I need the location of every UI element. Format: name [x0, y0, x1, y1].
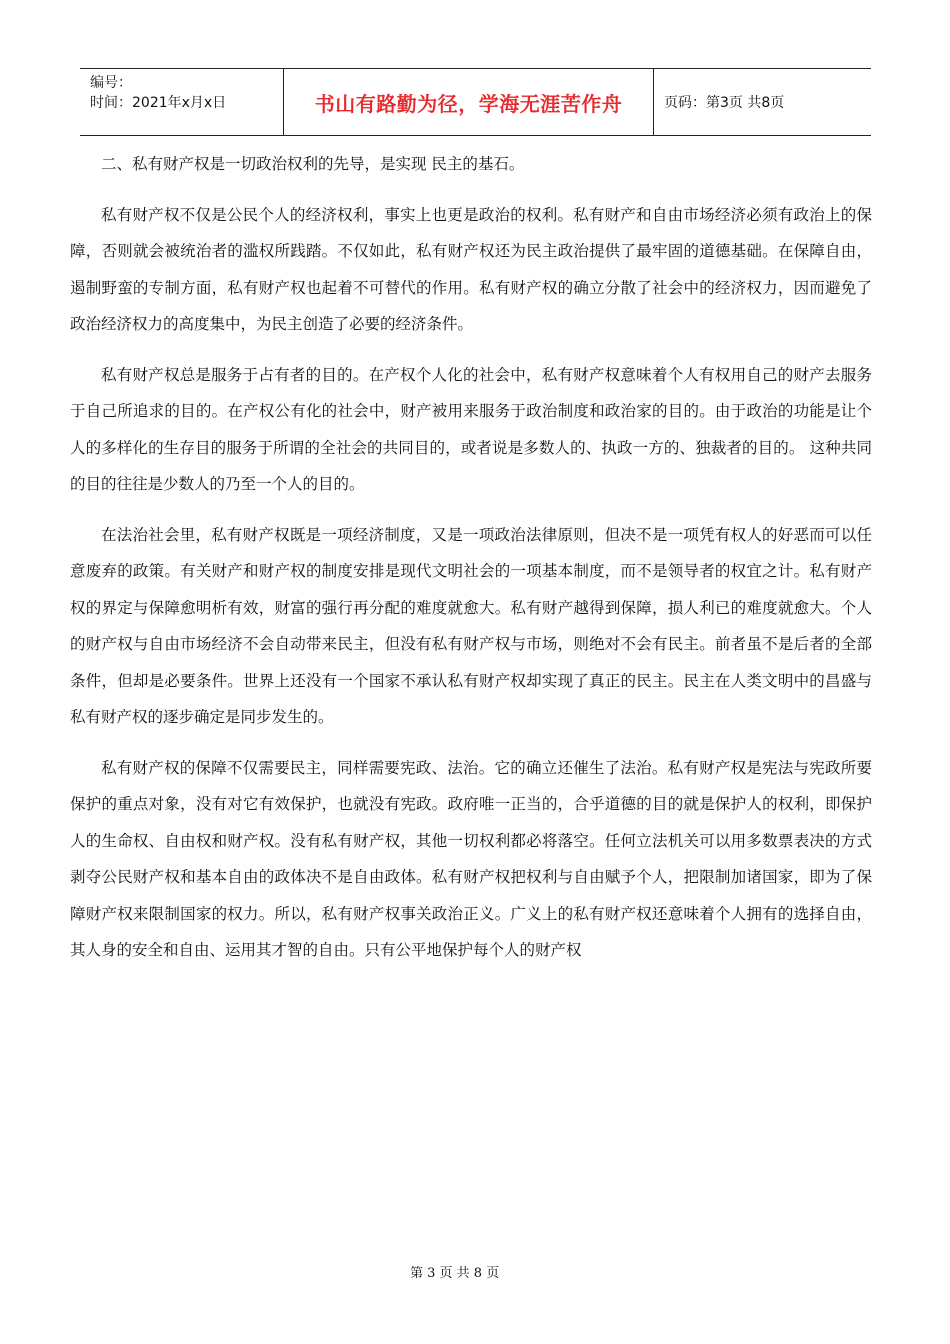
paragraph-1: 私有财产权不仅是公民个人的经济权利，事实上也更是政治的权利。私有财产和自由市场经济必须有政治上的保障，否则就会被统治者的滥权所践踏。不仅如此，私有财产权还为民主政治提供了最牢固的道德基础。在保障自由，遏制野蛮的专制方面，私有财产权也起着不可替代的作用。私有财产权的确立分散了社会中的经济权力，因而避免了政治经济权力的高度集中，为民主创造了必要的经济条件。	[70, 205, 872, 333]
paragraph-2: 私有财产权总是服务于占有者的目的。在产权个人化的社会中，私有财产权意味着个人有权用自己的财产去服务于自己所追求的目的。在产权公有化的社会中，财产被用来服务于政治制度和政治家的目的。由于政治的功能是让个人的多样化的生存目的服务于所谓的全社会的共同目的，或者说是多数人的、执政一方的、独裁者的目的。 这种共同的目的往往是少数人的乃至一个人的目的。	[70, 365, 872, 493]
paragraph-4: 私有财产权的保障不仅需要民主，同样需要宪政、法治。它的确立还催生了法治。私有财产权是宪法与宪政所要保护的重点对象，没有对它有效保护，也就没有宪政。政府唯一正当的，合乎道德的目的就是保护人的权利，即保护人的生命权、自由权和财产权。没有私有财产权，其他一切权利都必将落空。任何立法机关可以用多数票表决的方式剥夺公民财产权和基本自由的政体决不是自由政体。私有财产权把权利与自由赋予个人，把限制加诸国家，即为了保障财产权来限制国家的权力。所以，私有财产权事关政治正义。广义上的私有财产权还意味着个人拥有的选择自由，其人身的安全和自由、运用其才智的自由。只有公平地保护每个人的财产权	[70, 758, 872, 959]
page-footer: 第 3 页 共 8 页	[410, 1266, 500, 1281]
date-label: 时间：2021年x月x日	[90, 95, 227, 111]
header-meta	[80, 69, 283, 135]
document-header	[80, 68, 871, 136]
section-heading: 二、私有财产权是一切政治权利的先导，是实现 民主的基石。	[101, 155, 525, 173]
header-page-info: 页码：第3页 共8页	[664, 95, 785, 111]
document-body	[70, 146, 872, 969]
header-motto: 书山有路勤为径，学海无涯苦作舟	[283, 69, 654, 135]
paragraph-3: 在法治社会里，私有财产权既是一项经济制度，又是一项政治法律原则，但决不是一项凭有权人的好恶而可以任意废弃的政策。有关财产和财产权的制度安排是现代文明社会的一项基本制度，而不是领导者的权宜之计。私有财产权的界定与保障愈明析有效，财富的强行再分配的难度就愈大。私有财产越得到保障，损人利已的难度就愈大。个人的财产权与自由市场经济不会自动带来民主，但没有私有财产权与市场，则绝对不会有民主。前者虽不是后者的全部条件，但却是必要条件。世界上还没有一个国家不承认私有财产权却实现了真正的民主。民主在人类文明中的昌盛与私有财产权的逐步确定是同步发生的。	[70, 525, 872, 726]
number-label: 编号：	[90, 75, 132, 91]
